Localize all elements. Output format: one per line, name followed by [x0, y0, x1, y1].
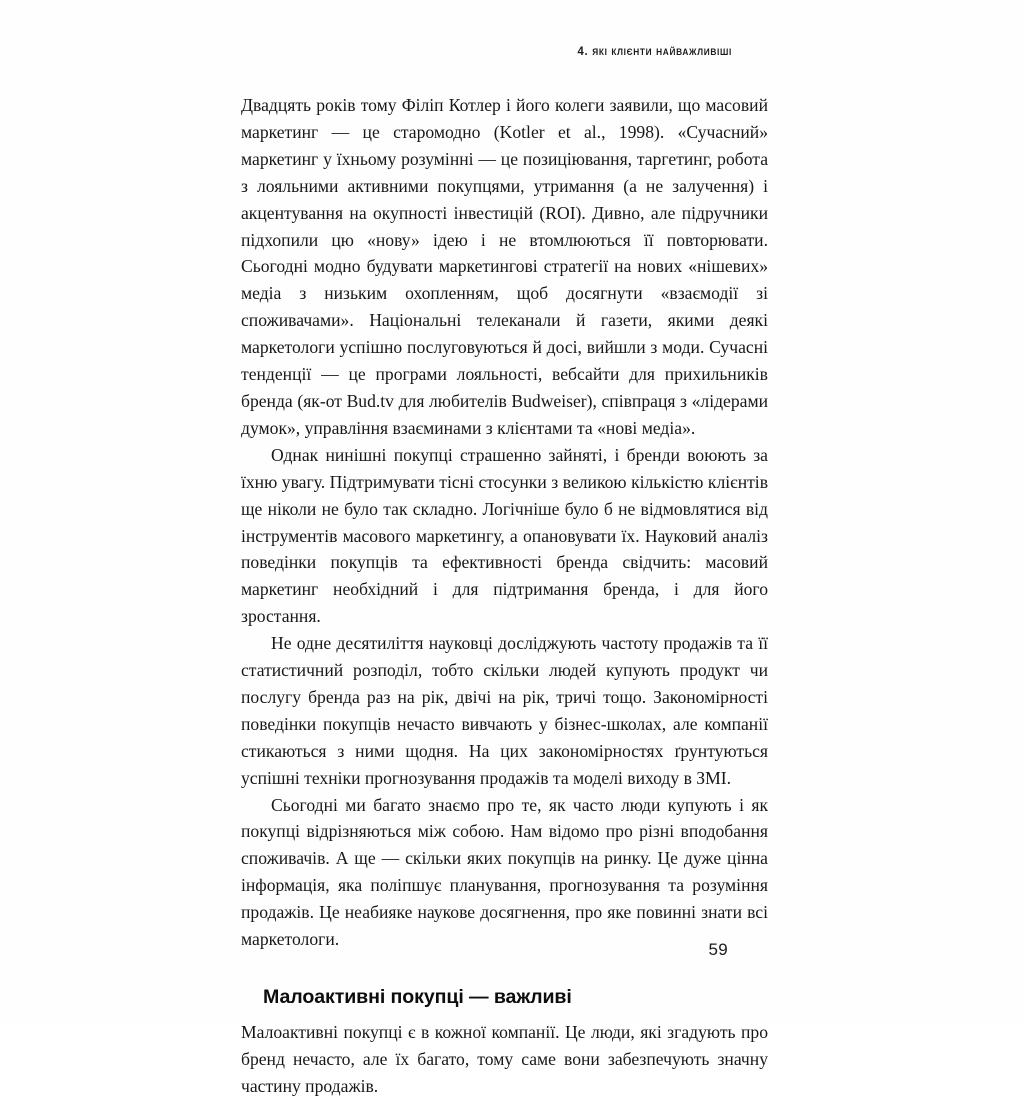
paragraph: Сьогодні ми багато знаємо про те, як часто люди купують і як покупці відрізняються між собою. Нам відомо про різні вподобання споживачів. А ще — скільки яких покупців на ринку. Це дуже цінна інформація, яка поліпшує планування, прогнозування та розуміння продажів. Це неабияке наукове досягнення, про яке повинні знати всі маркетологи. [241, 794, 768, 950]
paragraph: Однак нинішні покупці страшенно зайняті, і бренди воюють за їхню увагу. Підтримувати тісні стосунки з великою кількістю клієнтів ще ніколи не було так складно. Логічніше було б не відмовлятися від інструментів масового маркетингу, а опановувати їх. Науковий аналіз поведінки покупців та ефективності бренда свідчить: масовий маркетинг необхідний і для підтримання бренда, і для його зростання. [241, 444, 768, 627]
paragraph: Не одне десятиліття науковці досліджують частоту продажів та її статистичний розподіл, тобто скільки людей купують продукт чи послугу бренда раз на рік, двічі на рік, тричі тощо. Закономірності поведінки покупців нечасто вивчають у бізнес-школах, але компанії стикаються з ними щодня. На цих закономірностях ґрунтуються успішні техніки прогнозування продажів та моделі виходу в ЗМІ. [241, 633, 768, 788]
page-number: 59 [708, 940, 728, 959]
paragraph: Двадцять років тому Філіп Котлер і його колеги заявили, що масовий маркетинг — це старомодно (Kotler et al., 1998). «Сучасний» маркетинг у їхньому розумінні — це позиціювання, таргетинг, робота з лояльними активними покупцями, утримання (а не залучення) і акцентування на окупності інвестицій (ROI). Дивно, але підручники підхопили цю «нову» ідею і не втомлюються її повторювати. Сьогодні модно будувати маркетингові стратегії на нових «нішевих» медіа з низьким охопленням, щоб досягнути «взаємодії зі споживачами». Національні телеканали й газети, якими деякі маркетологи успішно послуговуються й досі, вийшли з моди. Сучасні тенденції — це програми лояльності, вебсайти для прихильників бренда (як-от Bud.tv для любителів Budweiser), співпраця з «лідерами думок», управління взаєминами з клієнтами та «нові медіа». [241, 95, 768, 438]
paragraph: Малоактивні покупці є в кожної компанії. Це люди, які згадують про бренд нечасто, але їх багато, тому саме вони забезпечують значну частину продажів. [241, 1022, 768, 1096]
running-head: 4. які клієнти найважливіші [577, 44, 732, 58]
section-heading: Малоактивні покупці — важливі [263, 986, 572, 1008]
spacer [241, 1010, 768, 1019]
